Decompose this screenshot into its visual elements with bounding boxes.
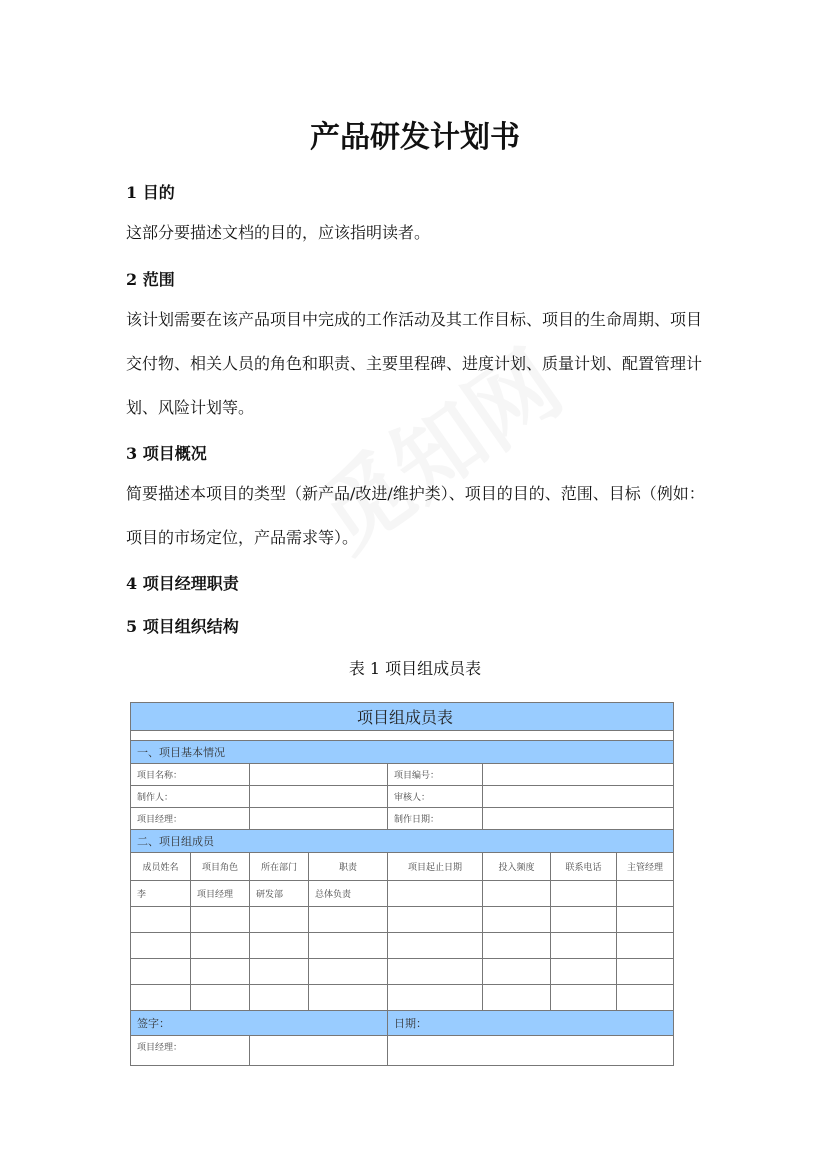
- label-date: 制作日期：: [388, 808, 483, 830]
- project-name-field[interactable]: [250, 764, 388, 786]
- cell: 总体负责: [309, 881, 388, 907]
- label-maker: 制作人：: [131, 786, 250, 808]
- date-label: 日期：: [388, 1011, 674, 1036]
- cell[interactable]: [483, 881, 551, 907]
- cell: 项目经理: [191, 881, 250, 907]
- table-row[interactable]: [131, 933, 674, 959]
- col-header: 成员姓名: [131, 853, 191, 881]
- table-row[interactable]: [131, 985, 674, 1011]
- heading-pm-duties: 4 项目经理职责: [126, 574, 239, 593]
- cell[interactable]: [551, 881, 617, 907]
- date-field[interactable]: [483, 808, 674, 830]
- col-header: 职责: [309, 853, 388, 881]
- col-header: 联系电话: [551, 853, 617, 881]
- section-basic: 一、项目基本情况: [131, 741, 674, 764]
- spacer-row: [131, 731, 674, 741]
- member-table: [130, 702, 674, 1066]
- label-project-name: 项目名称：: [131, 764, 250, 786]
- reviewer-field[interactable]: [483, 786, 674, 808]
- col-header: 所在部门: [250, 853, 309, 881]
- table-row[interactable]: [131, 959, 674, 985]
- pm-sign-label: 项目经理：: [131, 1036, 250, 1066]
- label-pm: 项目经理：: [131, 808, 250, 830]
- cell: 李: [131, 881, 191, 907]
- table-row: [131, 881, 674, 907]
- section-members: 二、项目组成员: [131, 830, 674, 853]
- heading-org: 5 项目组织结构: [126, 617, 239, 636]
- cell[interactable]: [388, 881, 483, 907]
- overview-text: 简要描述本项目的类型（新产品/改进/维护类）、项目的目的、范围、目标（例如：项目的市场定位，产品需求等）。: [126, 484, 705, 547]
- header-row: [131, 853, 674, 881]
- table-row[interactable]: [131, 907, 674, 933]
- pm-sign-field[interactable]: [250, 1036, 388, 1066]
- table-caption: 表 1 项目组成员表: [348, 659, 482, 678]
- heading-scope: 2 范围: [126, 270, 175, 289]
- maker-field[interactable]: [250, 786, 388, 808]
- label-reviewer: 审核人：: [388, 786, 483, 808]
- cell: 研发部: [250, 881, 309, 907]
- page-title: 产品研发计划书: [310, 120, 520, 155]
- purpose-text: 这部分要描述文档的目的，应该指明读者。: [126, 223, 431, 242]
- col-header: 主管经理: [617, 853, 674, 881]
- pm-field[interactable]: [250, 808, 388, 830]
- table-title: 项目组成员表: [131, 703, 674, 731]
- project-no-field[interactable]: [483, 764, 674, 786]
- heading-purpose: 1 目的: [126, 183, 175, 202]
- cell[interactable]: [617, 881, 674, 907]
- sign-label: 签字：: [131, 1011, 388, 1036]
- scope-text: 该计划需要在该产品项目中完成的工作活动及其工作目标、项目的生命周期、项目交付物、相关人员的角色和职责、主要里程碑、进度计划、质量计划、配置管理计划、风险计划等。: [126, 310, 703, 417]
- col-header: 项目起止日期: [388, 853, 483, 881]
- heading-overview: 3 项目概况: [126, 444, 207, 463]
- label-project-no: 项目编号：: [388, 764, 483, 786]
- col-header: 投入频度: [483, 853, 551, 881]
- sign-date-field[interactable]: [388, 1036, 674, 1066]
- col-header: 项目角色: [191, 853, 250, 881]
